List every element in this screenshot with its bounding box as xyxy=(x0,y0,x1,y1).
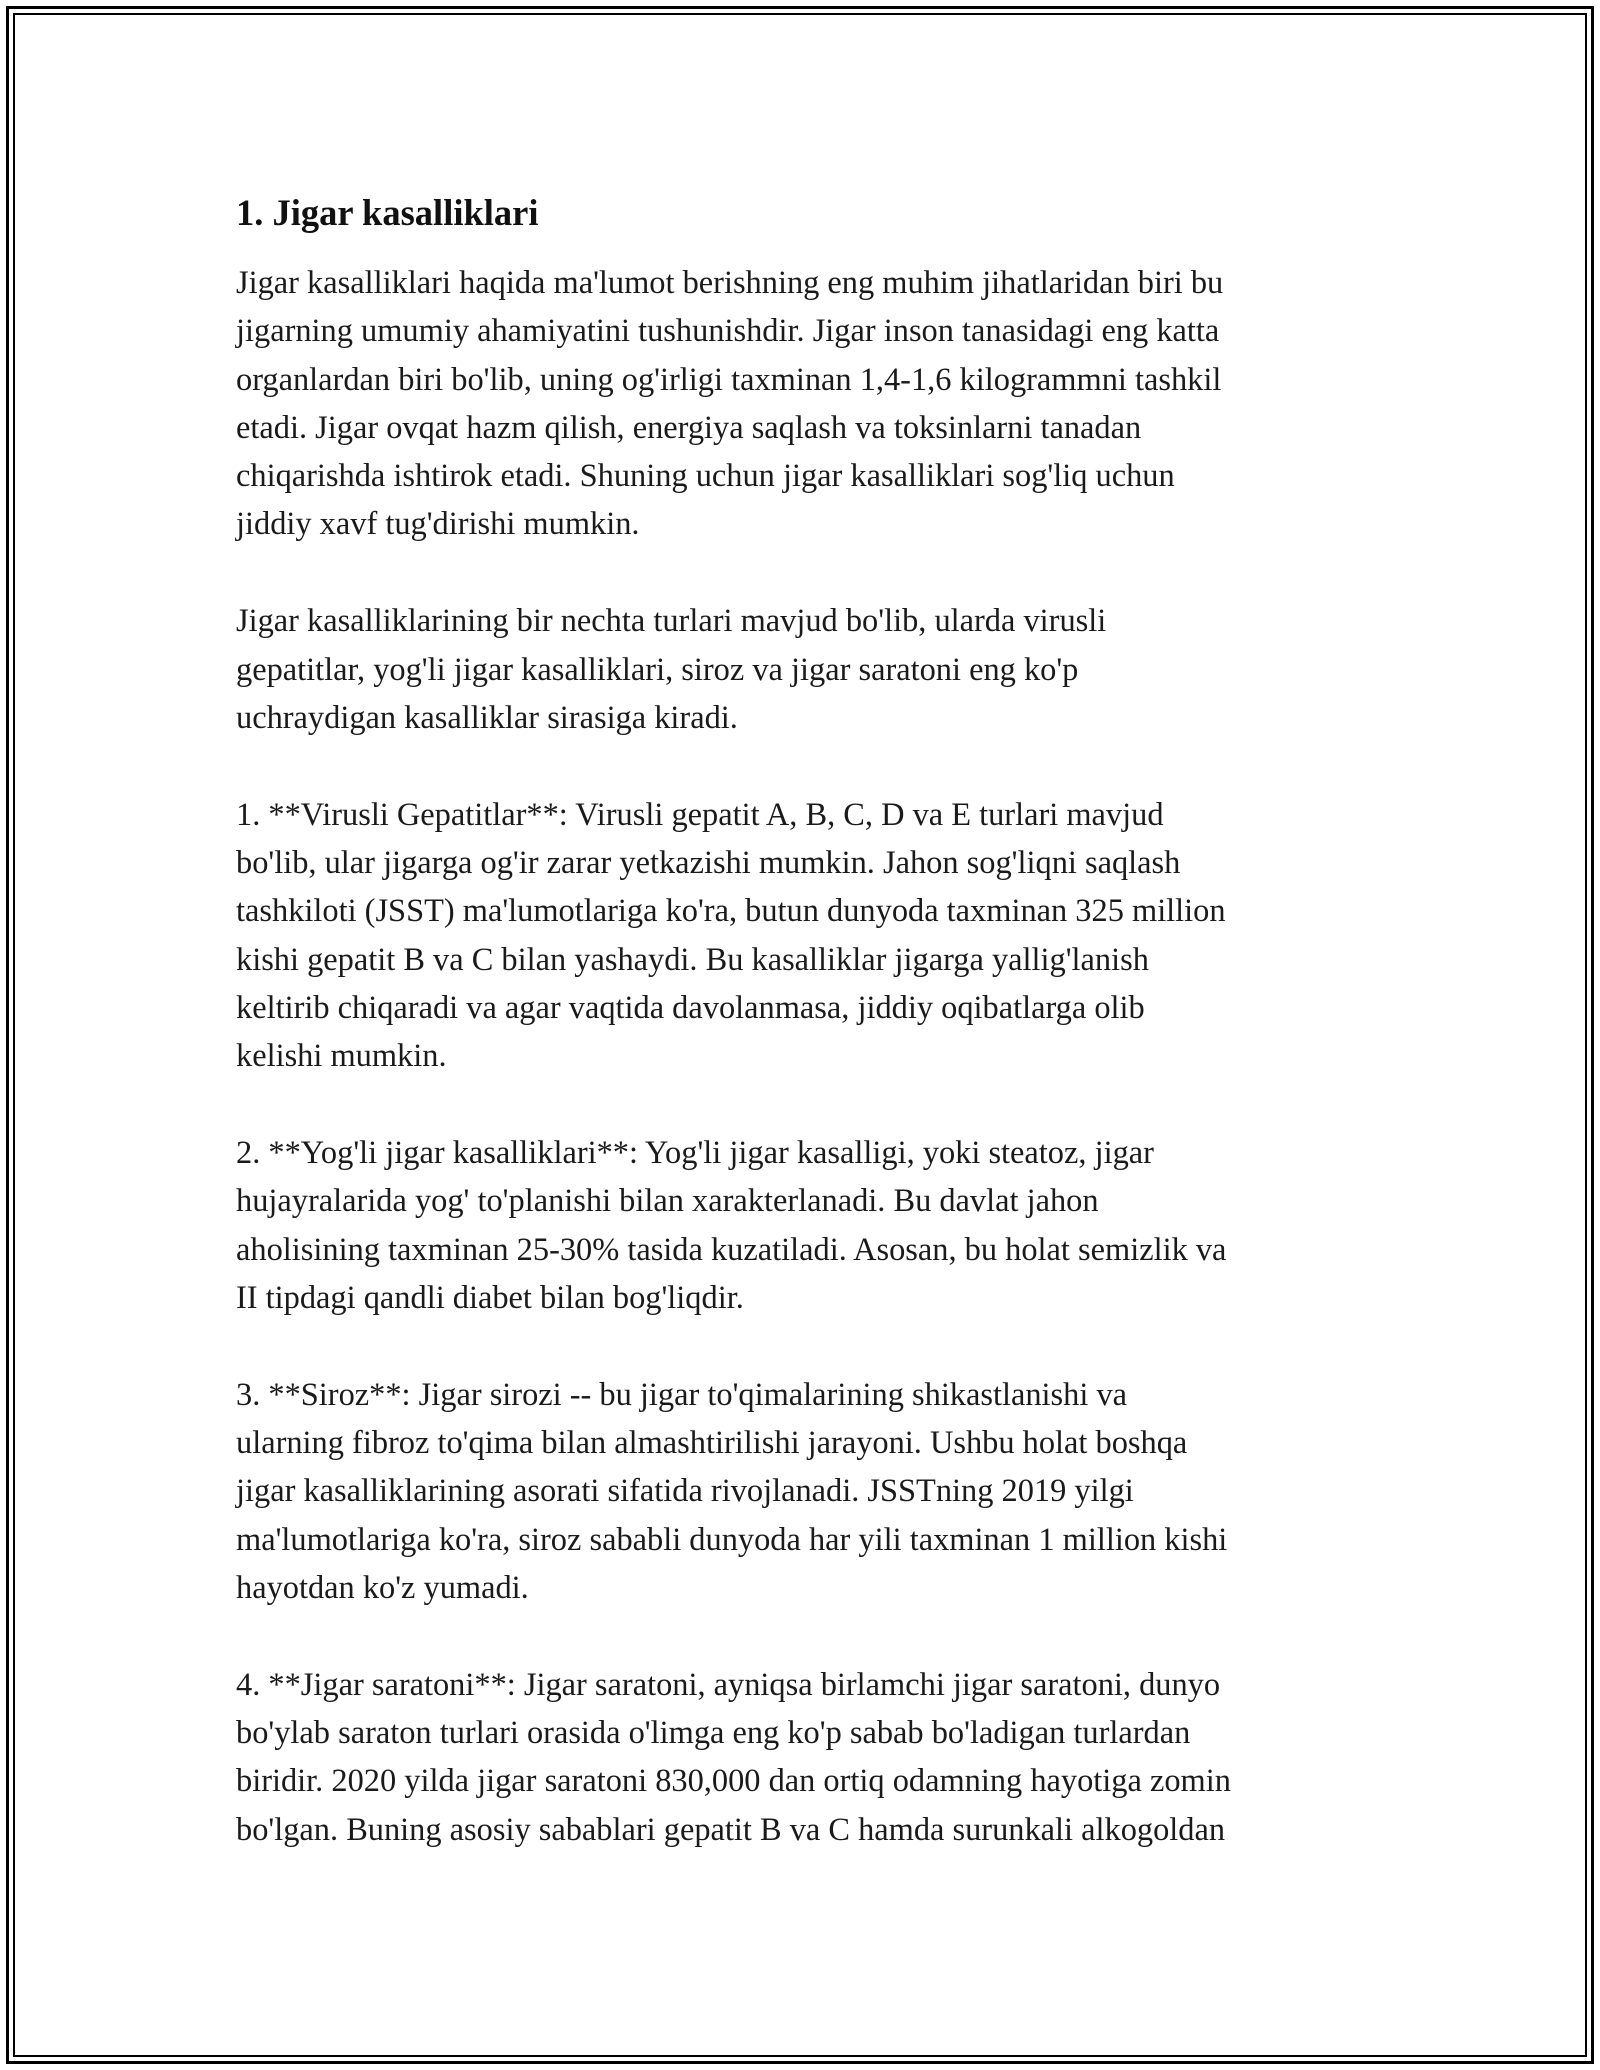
paragraph-cirrhosis xyxy=(236,1371,1366,1612)
text-line: 2. **Yog'li jigar kasalliklari**: Yog'li jigar kasalligi, yoki steatoz, jigar xyxy=(236,1134,1154,1171)
text-line: bo'ylab saraton turlari orasida o'limga eng ko'p sabab bo'ladigan turlardan xyxy=(236,1714,1191,1751)
text-line: ularning fibroz to'qima bilan almashtirilishi jarayoni. Ushbu holat boshqa xyxy=(236,1424,1188,1461)
text-line: aholisining taxminan 25-30% tasida kuzatiladi. Asosan, bu holat semizlik va xyxy=(236,1231,1227,1268)
text-line: kelishi mumkin. xyxy=(236,1038,447,1075)
text-line: tashkiloti (JSST) ma'lumotlariga ko'ra, butun dunyoda taxminan 325 million xyxy=(236,893,1226,930)
text-line: Jigar kasalliklarining bir nechta turlari mavjud bo'lib, ularda virusli xyxy=(236,603,1107,640)
text-line: ma'lumotlariga ko'ra, siroz sababli dunyoda har yili taxminan 1 million kishi xyxy=(236,1521,1228,1558)
text-line: etadi. Jigar ovqat hazm qilish, energiya saqlash va toksinlarni tanadan xyxy=(236,409,1142,446)
text-line: II tipdagi qandli diabet bilan bog'liqdir. xyxy=(236,1279,744,1316)
text-line: bo'lgan. Buning asosiy sabablari gepatit B va C hamda surunkali alkogoldan xyxy=(236,1811,1226,1848)
text-line: kishi gepatit B va C bilan yashaydi. Bu kasalliklar jigarga yallig'lanish xyxy=(236,941,1149,978)
text-line: uchraydigan kasalliklar sirasiga kiradi. xyxy=(236,699,738,736)
text-line: 4. **Jigar saratoni**: Jigar saratoni, ayniqsa birlamchi jigar saratoni, dunyo xyxy=(236,1666,1221,1703)
text-line: chiqarishda ishtirok etadi. Shuning uchun jigar kasalliklari sog'liq uchun xyxy=(236,458,1175,495)
text-line: jigarning umumiy ahamiyatini tushunishdir. Jigar inson tanasidagi eng katta xyxy=(236,313,1220,350)
text-line: organlardan biri bo'lib, uning og'irligi taxminan 1,4-1,6 kilogrammni tashkil xyxy=(236,361,1222,398)
text-line: biridir. 2020 yilda jigar saratoni 830,000 dan ortiq odamning hayotiga zomin xyxy=(236,1763,1231,1800)
paragraph-viral-hepatitis xyxy=(236,791,1366,1081)
text-line: hujayralarida yog' to'planishi bilan xarakterlanadi. Bu davlat jahon xyxy=(236,1183,1099,1220)
text-line: gepatitlar, yog'li jigar kasalliklari, siroz va jigar saratoni eng ko'p xyxy=(236,651,1079,688)
text-line: jigar kasalliklarining asorati sifatida rivojlanadi. JSSTning 2019 yilgi xyxy=(236,1473,1134,1510)
text-line: bo'lib, ular jigarga og'ir zarar yetkazishi mumkin. Jahon sog'liqni saqlash xyxy=(236,844,1181,881)
paragraph-liver-cancer xyxy=(236,1661,1366,1854)
text-line: Jigar kasalliklari haqida ma'lumot berishning eng muhim jihatlaridan biri bu xyxy=(236,265,1224,301)
document-body xyxy=(236,186,1366,1902)
text-line: hayotdan ko'z yumadi. xyxy=(236,1569,529,1606)
text-line: keltirib chiqaradi va agar vaqtida davolanmasa, jiddiy oqibatlarga olib xyxy=(236,989,1145,1026)
paragraph-intro xyxy=(236,259,1366,549)
text-line: 3. **Siroz**: Jigar sirozi -- bu jigar to'qimalarining shikastlanishi va xyxy=(236,1376,1128,1413)
paragraph-fatty-liver xyxy=(236,1129,1366,1322)
paragraph-types-overview xyxy=(236,597,1366,742)
text-line: jiddiy xavf tug'dirishi mumkin. xyxy=(236,506,640,543)
document-title: 1. Jigar kasalliklari xyxy=(236,192,539,233)
text-line: 1. **Virusli Gepatitlar**: Virusli gepatit A, B, C, D va E turlari mavjud xyxy=(236,796,1164,833)
